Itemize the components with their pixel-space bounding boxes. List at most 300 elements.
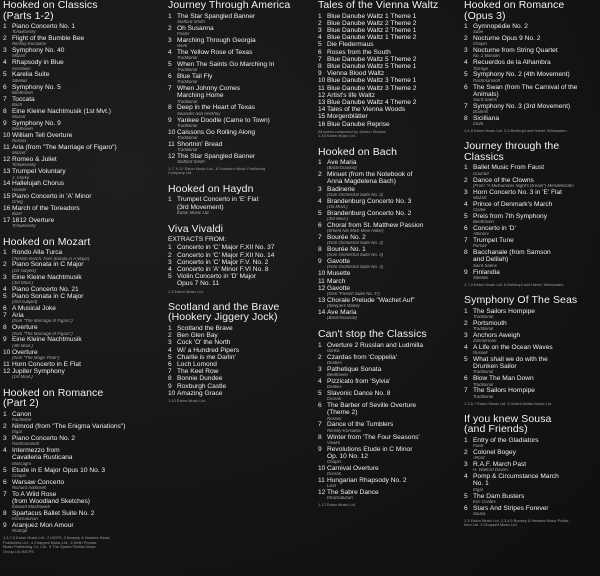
track-composer: Gounod — [473, 171, 489, 176]
track-text — [327, 446, 462, 453]
track-title: Blue Danube Waltz 3 Theme 2 — [327, 84, 417, 92]
track-number: 8 — [464, 114, 468, 122]
track-composer: (Sleepers Wake) — [327, 304, 360, 309]
album-section — [3, 388, 161, 554]
track-text — [12, 261, 161, 273]
track-item — [168, 92, 314, 104]
track-item — [3, 522, 161, 534]
track-text — [327, 258, 462, 270]
track-text — [473, 115, 598, 127]
album-section — [464, 295, 598, 406]
track-text — [12, 423, 161, 435]
track-text — [327, 270, 462, 277]
track-title: Overture — [12, 324, 38, 332]
track-number: 11 — [318, 477, 325, 485]
track-text — [327, 297, 462, 309]
track-list — [318, 342, 462, 502]
track-text — [473, 177, 598, 189]
track-composer: Beethoven — [12, 127, 33, 132]
track-title: Minuet (from the Notebook of — [327, 171, 413, 179]
track-item — [318, 354, 462, 366]
album-section — [168, 302, 314, 403]
track-title: Ballet Music From Faust — [473, 164, 545, 172]
section-title-line: Hooked on Romance — [464, 0, 565, 11]
track-item — [464, 320, 598, 332]
track-composer: Dvorak — [327, 472, 341, 477]
section-title — [464, 295, 598, 306]
track-text — [327, 49, 462, 56]
track-item — [318, 409, 462, 421]
track-item — [318, 27, 462, 34]
column-3 — [318, 0, 462, 576]
track-title: Brandenburg Concerto No. 2 — [327, 209, 412, 217]
track-title: Blue Danube Waltz 5 Theme 2 — [327, 55, 417, 63]
track-title: Drunken Sailor — [473, 363, 517, 371]
track-title: The Keel Row — [177, 368, 219, 376]
track-item — [3, 193, 161, 205]
track-text — [473, 375, 598, 387]
track-item — [168, 37, 314, 49]
track-title: Scotland the Brave — [177, 324, 233, 332]
track-number: 1 — [464, 23, 468, 30]
track-item — [168, 244, 314, 251]
track-number: 8 — [318, 433, 322, 441]
track-number: 3 — [464, 188, 468, 196]
track-number: 10 — [3, 348, 11, 356]
track-number: 13 — [318, 296, 326, 304]
track-number: 5 — [168, 353, 172, 361]
column-2 — [168, 0, 314, 576]
track-item — [168, 49, 314, 61]
track-title: Piano Concerto No. 1 — [12, 23, 76, 30]
track-item — [3, 479, 161, 491]
track-number: 2 — [464, 35, 468, 43]
track-item — [464, 213, 598, 225]
track-number: 8 — [168, 375, 172, 383]
track-text — [327, 378, 462, 390]
track-text — [473, 249, 598, 256]
track-composer: Purcell — [473, 244, 487, 249]
track-text — [177, 153, 314, 165]
track-item — [3, 411, 161, 423]
copyright-note: 1,3,7,8 Eaton Music Ltd., 2 MCPS, 3 Boosey & Hawkes Music Publishers Ltd., 4 Chappell Music Ltd., 6 Keith Prowse Music Publishing Co. Ltd., 9 The Sparta Florida Music Group Ltd./MCPS. — [3, 535, 110, 554]
track-title: Chorale Prelude "Wachet Auf" — [327, 296, 415, 304]
track-text — [327, 70, 462, 77]
track-item — [168, 141, 314, 153]
track-item — [318, 402, 462, 409]
track-item — [464, 177, 598, 189]
track-item — [318, 34, 462, 41]
track-item — [3, 510, 161, 522]
track-composer: (from "The Marriage of Figaro") — [12, 331, 73, 336]
section-title-line: (Opus 3) — [464, 9, 506, 22]
track-title: Symphony No. 2 (4th Movement) — [473, 71, 570, 79]
track-number: 7 — [464, 237, 468, 245]
track-title: Eine Kleine Nachtmusik — [12, 336, 82, 344]
track-text — [12, 467, 161, 479]
track-text — [473, 308, 598, 320]
track-list — [318, 13, 462, 128]
track-text — [177, 252, 314, 259]
track-number: 9 — [318, 258, 322, 266]
track-title: Trumpet Voluntary — [12, 168, 66, 176]
section-title-line: Hooked on Mozart — [3, 235, 91, 248]
copyright-note: 1-7, 9-12 Eaton Music Ltd., 8 Southern Music Publishing Company Ltd. — [168, 166, 266, 176]
section-title-line: (Hookery Jiggery Jock) — [168, 311, 278, 324]
track-item — [168, 332, 314, 339]
track-title: Charlie is me Darlin' — [177, 353, 236, 361]
track-title: Roses from the South — [327, 48, 391, 56]
track-number: 1 — [464, 164, 468, 172]
track-item — [318, 63, 462, 70]
track-title: Overture — [12, 348, 38, 356]
track-item — [3, 35, 161, 47]
track-number: 9 — [318, 445, 322, 453]
track-item — [464, 59, 598, 71]
track-text — [12, 217, 161, 229]
track-number: 17 — [3, 216, 11, 224]
track-composer: Khachaturian — [12, 517, 38, 522]
track-number: 5 — [168, 273, 172, 281]
track-composer: (2nd subject) — [12, 300, 38, 305]
track-title: Loch Lomond — [177, 360, 217, 368]
track-composer: Traditional — [473, 314, 494, 319]
track-item — [168, 383, 314, 390]
track-number: 6 — [464, 83, 468, 91]
track-item — [318, 56, 462, 63]
track-text — [473, 71, 598, 83]
section-title-line: (Part 2) — [3, 397, 39, 410]
track-title: Dance of the Clowns — [473, 176, 534, 184]
track-number: 9 — [168, 116, 172, 124]
track-composer: (Turkish march, from Sonata in A Major) — [12, 256, 90, 261]
track-number: 6 — [464, 225, 468, 233]
track-item — [318, 390, 462, 402]
track-item — [318, 77, 462, 84]
track-text — [473, 91, 598, 103]
track-number: 8 — [318, 62, 322, 70]
track-item — [464, 344, 598, 356]
track-item — [3, 274, 161, 286]
album-section — [3, 237, 161, 380]
track-number: 12 — [168, 152, 176, 160]
track-title: Eine Kleine Nachtmusik (1st Mvt.) — [12, 107, 111, 115]
track-item — [318, 342, 462, 354]
track-number: 4 — [3, 447, 7, 455]
track-item — [464, 249, 598, 256]
track-number: 1 — [168, 12, 172, 20]
track-item — [3, 454, 161, 466]
copyright-note: 1-7,9 Eaton Music Ltd. 8 Breitkopf and Hartel, Wiesbaden. — [464, 281, 565, 287]
track-text — [473, 35, 598, 47]
track-number: 1 — [464, 307, 468, 315]
track-text — [327, 246, 462, 258]
track-text — [12, 312, 161, 324]
track-item — [168, 13, 314, 25]
track-text — [12, 522, 161, 534]
track-number: 7 — [318, 421, 322, 429]
track-item — [464, 23, 598, 35]
track-number: 2 — [168, 251, 172, 259]
track-item — [318, 186, 462, 198]
track-composer: Beethoven — [327, 373, 348, 377]
track-item — [3, 368, 161, 380]
track-composer: Elgar — [473, 487, 484, 492]
track-composer: (Bach/Gounod) — [327, 316, 357, 321]
track-composer: Sousa — [473, 511, 486, 516]
track-number: 2 — [168, 24, 172, 32]
track-number: 3 — [3, 47, 7, 55]
track-composer: Mozart — [12, 54, 26, 59]
track-item — [318, 270, 462, 277]
track-composer: Traditional — [177, 99, 198, 104]
track-item — [464, 505, 598, 517]
track-item — [3, 71, 161, 83]
track-text — [177, 244, 314, 251]
track-composer: Zimmerman — [473, 339, 497, 343]
track-title: Hungarian Rhapsody No. 2 — [327, 477, 407, 485]
track-item — [168, 273, 314, 280]
track-item — [3, 168, 161, 180]
track-title: Karelia Suite — [12, 71, 50, 79]
track-text — [177, 61, 314, 73]
track-text — [12, 305, 161, 312]
track-item — [318, 246, 462, 258]
section-title-line: If you knew Sousa — [464, 412, 552, 425]
track-number: 5 — [318, 209, 322, 217]
track-text — [327, 92, 462, 99]
track-number: 9 — [3, 522, 7, 530]
track-title: Roxburgh Castle — [177, 382, 227, 390]
track-title: Concerto in 'C' Major F.V. No. 2 — [177, 258, 269, 266]
track-item — [464, 103, 598, 115]
track-text — [473, 189, 598, 201]
track-composer: (from "French Suite No. 5") — [327, 291, 380, 296]
track-composer: Beethoven — [12, 90, 33, 95]
track-title: Blue Danube Waltz 5 Theme 1 — [327, 62, 417, 70]
track-number: 8 — [168, 104, 172, 112]
album-section — [168, 0, 314, 176]
track-item — [318, 222, 462, 234]
track-number: 16 — [318, 120, 326, 128]
track-item — [168, 129, 314, 141]
album-section — [464, 141, 598, 287]
track-text — [473, 437, 598, 449]
track-title: Prince of Denmark's March — [473, 200, 553, 208]
track-composer: Satie — [473, 30, 484, 35]
track-item — [464, 201, 598, 213]
track-text — [12, 498, 161, 510]
track-title: Concerto in 'A' Minor F.VI No. 8 — [177, 265, 269, 273]
track-text — [12, 435, 161, 447]
track-composer: Traditional — [473, 370, 494, 375]
section-title-line: (Parts 1-2) — [3, 9, 54, 22]
track-title: To A Wild Rose — [12, 490, 57, 498]
track-text — [177, 85, 314, 92]
track-title: Amazing Grace — [177, 389, 223, 397]
track-title: R.A.F. March Past — [473, 461, 527, 469]
track-title: Oh Susanna — [177, 24, 214, 32]
track-title: Anchors Aweigh — [473, 331, 521, 339]
track-text — [327, 85, 462, 92]
track-number: 1 — [318, 341, 322, 349]
track-title: Jupiter Symphony — [12, 367, 65, 375]
section-title — [318, 0, 462, 11]
track-title: Nocturne Opus 9 No. 2 — [473, 35, 541, 43]
track-text — [327, 106, 462, 113]
track-composer: Saint-Saëns — [473, 263, 497, 268]
track-item — [168, 85, 314, 92]
track-number: 8 — [3, 324, 7, 332]
track-title: Piano Concerto No. 2 — [12, 435, 76, 443]
track-composer: Traditional — [177, 56, 198, 61]
track-number: 3 — [168, 258, 172, 266]
track-item — [168, 325, 314, 332]
track-number: 3 — [464, 47, 468, 55]
track-number: 1 — [168, 324, 172, 332]
track-text — [327, 210, 462, 222]
section-title — [464, 0, 598, 21]
track-text — [327, 222, 462, 234]
track-item — [464, 449, 598, 461]
track-text — [12, 491, 161, 498]
track-title: Toccata — [12, 95, 35, 103]
track-text — [177, 117, 314, 129]
track-text — [327, 309, 462, 321]
track-number: 12 — [3, 367, 11, 375]
track-composer: Rachmaninoff — [12, 442, 40, 447]
track-item — [464, 461, 598, 473]
track-item — [318, 453, 462, 465]
track-composer: Mascagni — [12, 461, 31, 466]
track-text — [473, 344, 598, 356]
track-item — [3, 108, 161, 120]
track-title: Entry of the Gladiators — [473, 436, 539, 444]
track-number: 3 — [3, 435, 7, 443]
track-composer: J. Clarke — [12, 175, 30, 180]
track-text — [327, 34, 462, 41]
track-item — [168, 354, 314, 361]
track-number: 10 — [168, 128, 176, 136]
track-number: 1 — [168, 244, 172, 252]
track-composer: (4th Movt.) — [12, 343, 33, 348]
track-item — [464, 225, 598, 237]
track-title: Intermezzo from — [12, 447, 60, 455]
track-title: and Delilah) — [473, 256, 509, 264]
track-title: Warsaw Concerto — [12, 478, 65, 486]
track-title: Morgenblätter — [327, 113, 368, 121]
track-text — [327, 77, 462, 84]
track-item — [3, 180, 161, 192]
track-item — [318, 113, 462, 120]
track-composer: Rossini — [327, 416, 342, 421]
track-composer: Traditional — [177, 135, 198, 140]
track-number: 10 — [168, 389, 176, 397]
track-number: 1 — [3, 23, 7, 30]
track-item — [318, 171, 462, 178]
track-item — [464, 35, 598, 47]
track-text — [177, 37, 314, 49]
column-4 — [464, 0, 598, 576]
track-list — [168, 244, 314, 287]
section-title — [168, 184, 314, 195]
track-item — [318, 278, 462, 285]
track-text — [473, 201, 598, 213]
track-list — [464, 164, 598, 280]
section-title — [168, 0, 314, 11]
track-item — [3, 305, 161, 312]
album-section — [318, 329, 462, 508]
track-title: Blue Tail Fly — [177, 73, 213, 81]
track-composer: Dvorak — [327, 397, 341, 402]
track-composer: (Erkent Nie Mich Mein Hüter) — [327, 229, 384, 234]
track-text — [12, 249, 161, 261]
section-title-line: Hooked on Bach — [318, 145, 398, 158]
track-list — [464, 437, 598, 517]
section-title-line: (and Friends) — [464, 423, 528, 436]
track-composer: Saint-Saëns — [473, 97, 497, 102]
track-title: When The Saints Go Marching In — [177, 60, 275, 68]
track-item — [3, 312, 161, 324]
track-number: 1 — [464, 436, 468, 444]
track-title: Concerto in 'C' Major F.XII No. 37 — [177, 244, 275, 252]
track-composer: Khachaturian — [327, 496, 353, 501]
track-title: The Swan (from The Carnival of the — [473, 83, 578, 91]
track-item — [318, 285, 462, 297]
track-number: 10 — [318, 270, 326, 278]
track-composer: Rachmaninoff — [473, 78, 501, 83]
track-title: Cavalleria Rusticana — [12, 454, 73, 462]
track-item — [3, 498, 161, 510]
track-composer: Albinoni — [473, 232, 489, 237]
track-text — [12, 274, 161, 286]
track-item — [3, 96, 161, 108]
track-item — [318, 99, 462, 106]
track-item — [3, 59, 161, 71]
track-item — [3, 349, 161, 361]
track-item — [3, 249, 161, 261]
section-title-line: Hooked on Romance — [3, 386, 104, 399]
track-composer: (from Orchestral Suite No. 2) — [327, 192, 384, 197]
track-number: 6 — [3, 478, 7, 486]
section-title-line: Journey through the — [464, 140, 560, 153]
track-title: The Star Spangled Banner — [177, 12, 256, 20]
album-section — [168, 184, 314, 216]
track-title: Horn Concerto in E Flat — [12, 360, 81, 368]
track-number: 4 — [464, 200, 468, 208]
track-title: Brandenburg Concerto No. 3 — [327, 197, 412, 205]
track-number: 9 — [318, 70, 322, 78]
track-text — [12, 411, 161, 423]
track-title: Piano Sonata in C Major — [12, 292, 84, 300]
track-number: 11 — [318, 84, 325, 92]
track-title: Pizzicato from 'Sylvia' — [327, 377, 391, 385]
track-text — [12, 479, 161, 491]
track-number: 3 — [168, 339, 172, 347]
track-item — [318, 41, 462, 48]
track-number: 4 — [464, 473, 468, 481]
track-text — [177, 383, 314, 390]
track-number: 4 — [464, 59, 468, 67]
section-title — [3, 237, 161, 248]
track-text — [12, 120, 161, 132]
track-text — [12, 59, 161, 71]
track-title: Nimrod (from "The Enigma Variations") — [12, 423, 126, 431]
track-item — [318, 70, 462, 77]
track-title: Caissons Go Rolling Along — [177, 128, 256, 136]
track-text — [327, 234, 462, 246]
track-text — [327, 121, 462, 128]
